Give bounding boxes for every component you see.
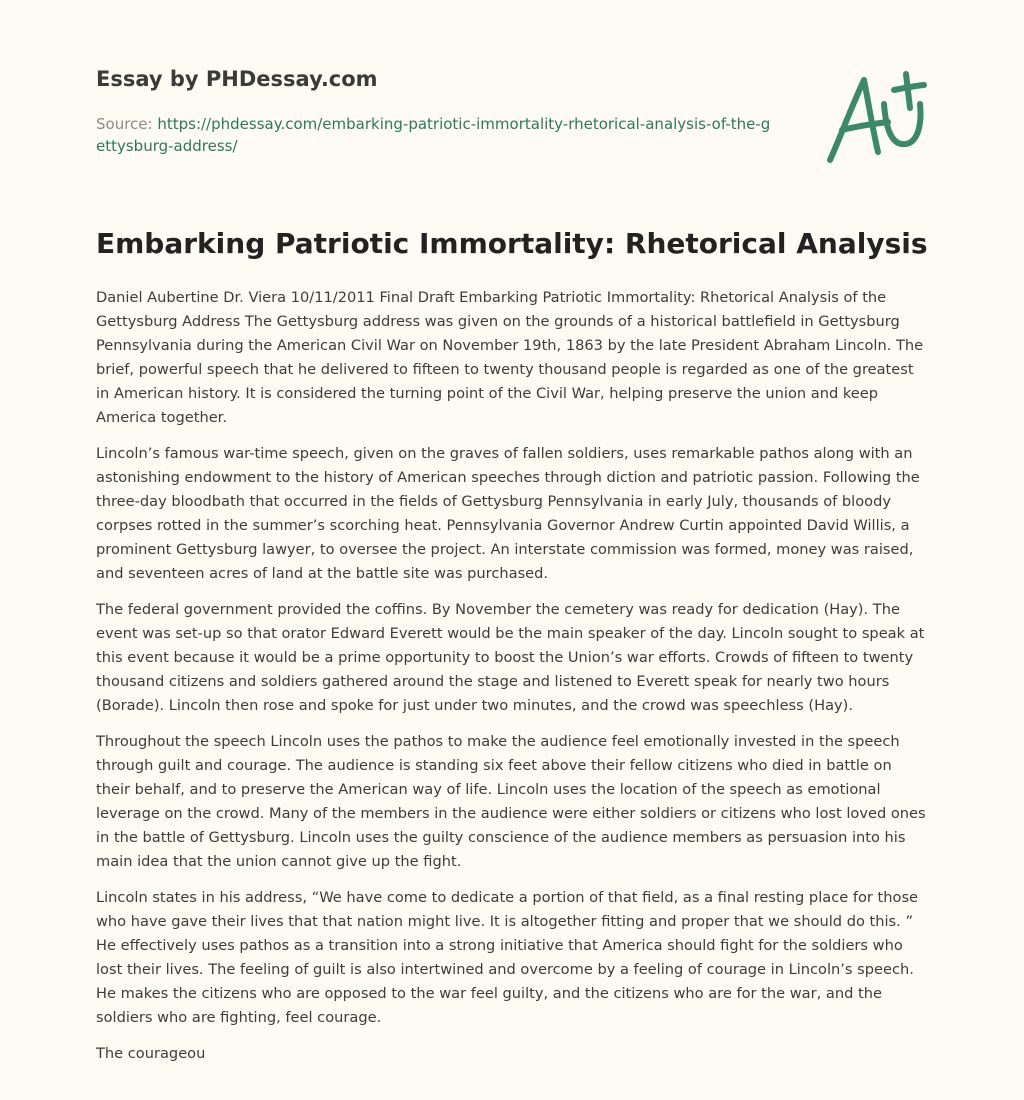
a-plus-logo-icon (822, 68, 932, 168)
paragraph: The courageou (96, 1045, 206, 1062)
essay-title: Embarking Patriotic Immortality: Rhetorical Analysis (96, 227, 928, 260)
paragraph: Lincoln’s famous war-time speech, given on the graves of fallen soldiers, uses remarkable pathos along with an astonishing endowment to the history of American speeches through diction and patriotic passion. Following the three-day bloodbath that occurred in the fields of Gettysburg Pennsylvania in early July, thousands of bloody corpses rotted in the summer’s scorching heat. Pennsylvania Governor Andrew Curtin appointed David Willis, a prominent Gettysburg lawyer, to oversee the project. An interstate commission was formed, money was raised, and seventeen acres of land at the battle site was purchased. (96, 445, 920, 582)
paragraph: Daniel Aubertine Dr. Viera 10/11/2011 Final Draft Embarking Patriotic Immortality: Rhetorical Analysis of the Gettysburg Address The Gettysburg address was given on the grounds of a historical battlefield in Gettysburg Pennsylvania during the American Civil War on November 19th, 1863 by the late President Abraham Lincoln. The brief, powerful speech that he delivered to fifteen to twenty thousand people is regarded as one of the greatest in American history. It is considered the turning point of the Civil War, helping preserve the union and keep America together. (96, 289, 924, 426)
paragraph: Lincoln states in his address, “We have come to dedicate a portion of that field, as a final resting place for those who have gave their lives that that nation might live. It is altogether fitting and proper that we should do this. ” He effectively uses pathos as a transition into a strong initiative that America should fight for the soldiers who lost their lives. The feeling of guilt is also intertwined and overcome by a feeling of courage in Lincoln’s speech. He makes the citizens who are opposed to the war feel guilty, and the citizens who are for the war, and the soldiers who are fighting, feel courage. (96, 889, 919, 1026)
paragraph: Throughout the speech Lincoln uses the pathos to make the audience feel emotionally invested in the speech through guilt and courage. The audience is standing six feet above their fellow citizens who died in battle on their behalf, and to preserve the American way of life. Lincoln uses the location of the speech as emotional leverage on the crowd. Many of the members in the audience were either soldiers or citizens who lost loved ones in the battle of Gettysburg. Lincoln uses the guilty conscience of the audience members as persuasion into his main idea that the union cannot give up the fight. (96, 733, 926, 870)
source-link[interactable]: https://phdessay.com/embarking-patriotic-immortality-rhetorical-analysis-of-the-gettysburg-address/ (96, 115, 771, 155)
site-title: Essay by PHDessay.com (96, 67, 378, 91)
essay-body (96, 286, 928, 1078)
source-line (96, 113, 776, 157)
paragraph: The federal government provided the coffins. By November the cemetery was ready for dedication (Hay). The event was set-up so that orator Edward Everett would be the main speaker of the day. Lincoln sought to speak at this event because it would be a prime opportunity to boost the Union’s war efforts. Crowds of fifteen to twenty thousand citizens and soldiers gathered around the stage and listened to Everett speak for nearly two hours (Borade). Lincoln then rose and spoke for just under two minutes, and the crowd was speechless (Hay). (96, 601, 925, 714)
source-label: Source: (96, 115, 158, 133)
